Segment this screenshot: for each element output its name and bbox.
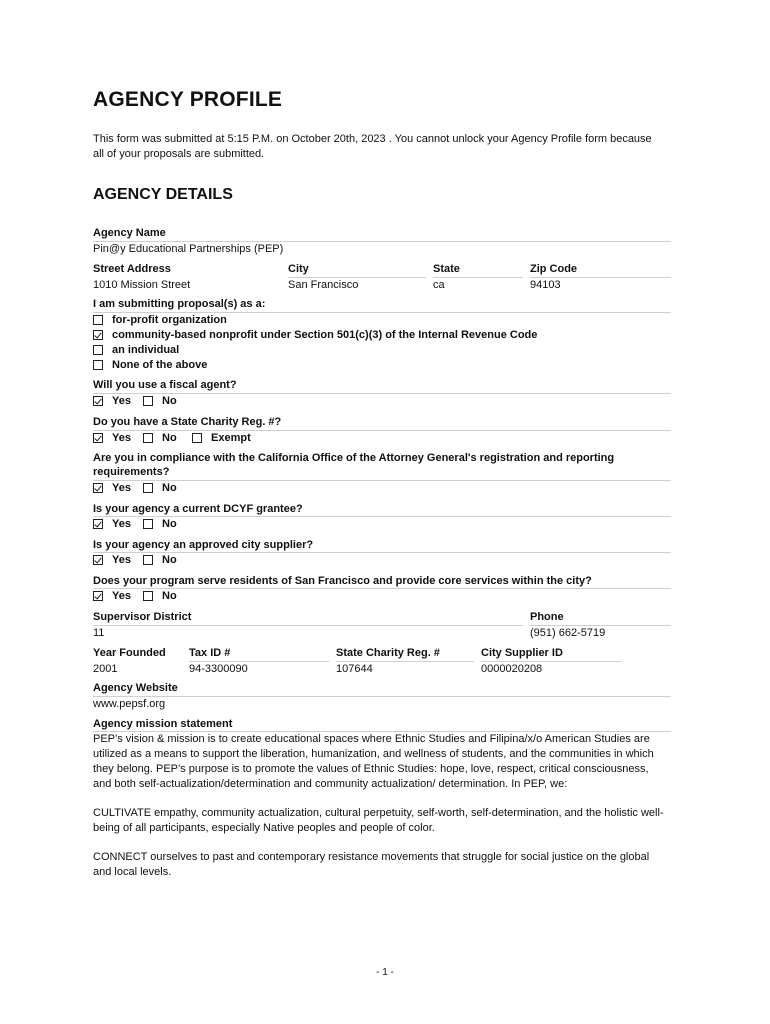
mission-statement	[93, 732, 668, 894]
tax-id-value: 94-3300090	[189, 663, 248, 675]
fiscal-agent-no[interactable]: No	[143, 394, 177, 408]
residents-label: Does your program serve residents of San Francisco and provide core services within the city?	[93, 575, 592, 587]
year-founded-value: 2001	[93, 663, 118, 675]
charity-number-label: State Charity Reg. #	[336, 647, 440, 659]
charity-reg-yes[interactable]: Yes	[93, 431, 131, 445]
state-value: ca	[433, 279, 445, 291]
fiscal-agent-label: Will you use a fiscal agent?	[93, 379, 237, 391]
page-title: AGENCY PROFILE	[93, 88, 283, 111]
supplier-yes[interactable]: Yes	[93, 553, 131, 567]
checkbox[interactable]	[143, 519, 153, 529]
section-title: AGENCY DETAILS	[93, 186, 233, 203]
agency-name-value: Pin@y Educational Partnerships (PEP)	[93, 243, 284, 255]
divider	[93, 430, 671, 431]
checkbox-checked[interactable]	[93, 433, 103, 443]
charity-reg-no[interactable]: No	[143, 431, 177, 445]
supplier-id-label: City Supplier ID	[481, 647, 563, 659]
divider	[433, 277, 523, 278]
agency-name-label: Agency Name	[93, 227, 166, 239]
dcyf-label: Is your agency a current DCYF grantee?	[93, 503, 303, 515]
website-value[interactable]: www.pepsf.org	[93, 698, 166, 710]
dcyf-yes[interactable]: Yes	[93, 517, 131, 531]
divider	[93, 480, 671, 481]
checkbox[interactable]	[93, 360, 103, 370]
checkbox[interactable]	[143, 433, 153, 443]
page-number: - 1 -	[376, 967, 394, 978]
mission-paragraph: CULTIVATE empathy, community actualization, cultural perpetuity, self-worth, self-determination, and the holistic well-being of all participants, especially Native peoples and people of color.	[93, 807, 664, 834]
checkbox[interactable]	[143, 483, 153, 493]
state-label: State	[433, 263, 460, 275]
charity-reg-label: Do you have a State Charity Reg. #?	[93, 416, 282, 428]
divider	[93, 588, 671, 589]
checkbox-checked[interactable]	[93, 519, 103, 529]
checkbox[interactable]	[143, 555, 153, 565]
district-value: 11	[93, 627, 105, 639]
compliance-yes[interactable]: Yes	[93, 481, 131, 495]
street-value: 1010 Mission Street	[93, 279, 191, 291]
charity-number-value: 107644	[336, 663, 373, 675]
mission-paragraph: PEP’s vision & mission is to create educational spaces where Ethnic Studies and Filipina/x/o American Studies are utilized as a means to support the liberation, humanization, and wellness of students, and the communities in which they belong. PEP’s purpose is to promote the values of Ethnic Studies: hope, love, respect, critical consciousness, and both self-actualization/determination and community actualization/ determination. In PEP, we:	[93, 733, 654, 790]
compliance-no[interactable]: No	[143, 481, 177, 495]
proposal-type-label: I am submitting proposal(s) as a:	[93, 298, 266, 310]
residents-no[interactable]: No	[143, 589, 177, 603]
tax-id-label: Tax ID #	[189, 647, 231, 659]
checkbox-checked[interactable]	[93, 330, 103, 340]
divider	[93, 393, 671, 394]
divider	[93, 552, 671, 553]
option-nonprofit[interactable]: community-based nonprofit under Section 501(c)(3) of the Internal Revenue Code	[93, 328, 537, 342]
option-individual[interactable]: an individual	[93, 343, 179, 357]
option-none[interactable]: None of the above	[93, 358, 207, 372]
checkbox-checked[interactable]	[93, 396, 103, 406]
mission-paragraph: CONNECT ourselves to past and contemporary resistance movements that struggle for social justice on the global and local levels.	[93, 851, 650, 878]
supplier-id-value: 0000020208	[481, 663, 543, 675]
zip-label: Zip Code	[530, 263, 578, 275]
website-label: Agency Website	[93, 682, 178, 694]
street-label: Street Address	[93, 263, 171, 275]
city-value: San Francisco	[288, 279, 359, 291]
fiscal-agent-yes[interactable]: Yes	[93, 394, 131, 408]
zip-value: 94103	[530, 279, 561, 291]
mission-label: Agency mission statement	[93, 718, 233, 730]
residents-yes[interactable]: Yes	[93, 589, 131, 603]
divider	[93, 516, 671, 517]
charity-reg-exempt[interactable]: Exempt	[192, 431, 251, 445]
option-for-profit[interactable]: for-profit organization	[93, 313, 227, 327]
dcyf-no[interactable]: No	[143, 517, 177, 531]
submission-notice: This form was submitted at 5:15 P.M. on October 20th, 2023 . You cannot unlock your Agency Profile form because all of your proposals are submitted.	[93, 133, 652, 160]
divider	[93, 696, 671, 697]
year-founded-label: Year Founded	[93, 647, 166, 659]
checkbox[interactable]	[143, 591, 153, 601]
checkbox[interactable]	[93, 315, 103, 325]
supplier-no[interactable]: No	[143, 553, 177, 567]
checkbox[interactable]	[93, 345, 103, 355]
district-label: Supervisor District	[93, 611, 192, 623]
city-label: City	[288, 263, 309, 275]
divider	[93, 625, 523, 626]
checkbox[interactable]	[143, 396, 153, 406]
checkbox-checked[interactable]	[93, 483, 103, 493]
checkbox[interactable]	[192, 433, 202, 443]
supplier-label: Is your agency an approved city supplier?	[93, 539, 314, 551]
phone-label: Phone	[530, 611, 564, 623]
checkbox-checked[interactable]	[93, 591, 103, 601]
compliance-label: Are you in compliance with the California Office of the Attorney General's registration and reporting requirements?	[93, 452, 615, 478]
checkbox-checked[interactable]	[93, 555, 103, 565]
phone-value: (951) 662-5719	[530, 627, 606, 639]
